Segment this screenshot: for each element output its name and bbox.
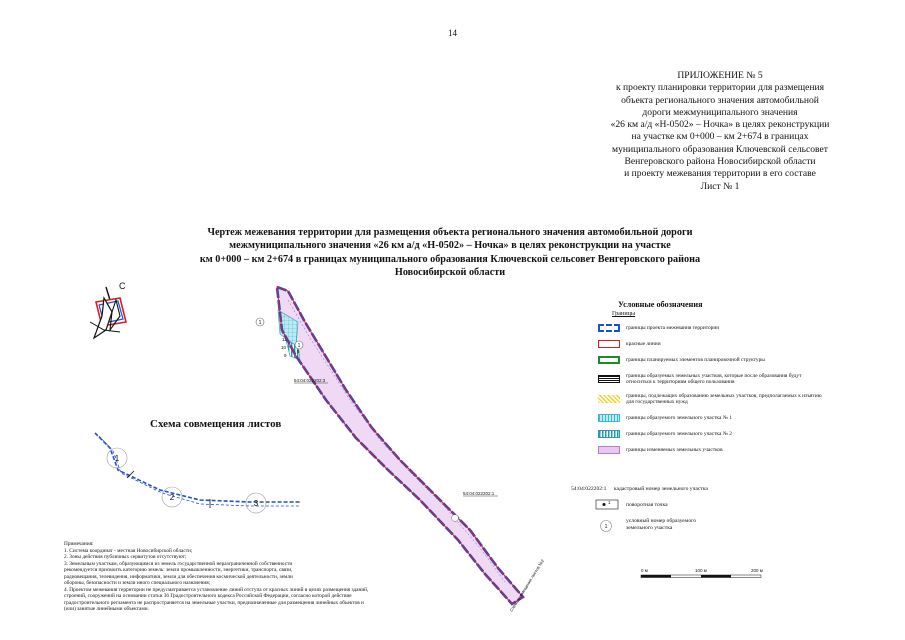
parcel-number: 1 <box>258 320 262 326</box>
compass-north-label: С <box>119 281 126 291</box>
title-line: Новосибирской области <box>394 267 506 279</box>
appendix-line: Лист № 1 <box>700 180 740 192</box>
legend-item <box>598 410 823 426</box>
notes-block <box>64 541 494 613</box>
compass-icon <box>90 287 126 338</box>
appendix-line: ПРИЛОЖЕНИЕ № 5 <box>677 70 763 81</box>
turn-point-icon <box>596 500 618 509</box>
legend-item <box>598 426 823 442</box>
yellow-hatch-swatch-icon <box>598 395 620 403</box>
legend-item-label: границы образуемых земельных участков, которые после образования будут относиться к территориям общего пользования <box>626 372 802 385</box>
scheme-sheet-label: 2 <box>169 493 175 502</box>
appendix-line: к проекту планировки территории для размещения <box>615 82 825 94</box>
turn-point-number: 9 <box>284 353 287 358</box>
legend-item <box>598 370 823 388</box>
note-line: 3. Земельным участкам, образующимся из земель государственной неразграниченной собственности <box>64 560 293 567</box>
appendix-line: объекта регионального значения автомобильной <box>621 94 819 106</box>
cadastral-label: 54:04:022202:3 <box>294 378 326 383</box>
legend-title: Условные обозначения <box>618 300 703 309</box>
scale-bar <box>641 568 763 578</box>
violet-fill-swatch-icon <box>598 446 620 454</box>
appendix-line: «26 км а/д «Н-0502» – Ночка» в целях реконструкции <box>610 119 830 131</box>
note-line: радиовещания, телевидения, информатики, земли для обеспечения космической деятельности, земли <box>64 573 293 580</box>
teal-stripe-swatch-icon <box>598 430 620 438</box>
notes-title: Примечания: <box>64 541 94 547</box>
legend-item <box>598 320 823 336</box>
red-line-swatch-icon <box>598 340 620 348</box>
legend-item-label: границы образуемого земельного участка № 2 <box>626 430 732 437</box>
legend-cadastral-example <box>571 486 708 492</box>
cadastral-description: кадастровый номер земельного участка <box>613 486 708 492</box>
legend-item-label: границы проекта межевания территории <box>626 324 720 331</box>
scheme-sheet-label: 1 <box>114 454 120 463</box>
legend-item <box>598 390 823 408</box>
turn-point-number: 11 <box>282 337 287 342</box>
turn-point-number: 10 <box>281 345 287 350</box>
scale-label: 200 м <box>751 568 763 573</box>
parcel-description: условный номер образуемого земельного участка <box>626 518 697 531</box>
scheme-title: Схема совмещения листов <box>150 418 282 430</box>
note-line: градостроительного регламента не распространяется на земельные участки, предназначенные для размещения линейных объектов и <box>64 599 364 606</box>
blue-border-swatch-icon <box>598 324 620 332</box>
green-border-swatch-icon <box>598 356 620 364</box>
note-line: обороны, безопасности и земли иного специального назначения; <box>64 580 211 586</box>
cyan-grid-swatch-icon <box>598 414 620 422</box>
legend-item <box>598 442 823 458</box>
legend-item-label: красные линии <box>626 340 661 347</box>
appendix-line: и проекту межевания территории в его составе <box>624 168 816 180</box>
title-line: межмуниципального значения «26 км а/д «Н-0502» – Ночка» в целях реконструкции на участке <box>229 240 671 252</box>
scheme-sheet-marker <box>107 448 266 513</box>
turn-point-number: 8 <box>297 349 300 354</box>
appendix-line: дороги межмуниципального значения <box>642 106 798 118</box>
legend-item-label: границы изменяемых земельных участков <box>626 446 723 453</box>
legend-subtitle: Границы <box>612 310 636 317</box>
cadastral-label: 54:04:022202:1 <box>463 491 495 496</box>
sheet-reference-label: Схема совмещения листов №2 <box>508 558 546 613</box>
page-number: 14 <box>448 28 457 38</box>
scheme-sheet-label: 3 <box>253 499 259 508</box>
scheme-route <box>95 433 300 502</box>
note-line: 2. Зоны действия публичных сервитутов отсутствуют; <box>64 554 187 560</box>
scale-label: 100 м <box>695 568 707 573</box>
appendix-line: на участке км 0+000 – км 2+674 в границах <box>631 131 809 143</box>
legend-item-label: границы планируемых элементов планировочной структуры <box>626 356 765 363</box>
turn-point-description: поворотная точка <box>626 502 668 508</box>
appendix-line: Венгеровского района Новосибирской области <box>624 156 816 168</box>
note-line: строений, сооружений на основании статьи 36 Градостроительного кодекса Российской Федерации, согласно которой действие <box>64 593 352 599</box>
parcel-number: 1 <box>297 343 301 349</box>
note-line: (или) занятые линейными объектами. <box>64 606 149 612</box>
legend-item <box>598 352 823 368</box>
appendix-line: муниципального образования Ключевской сельсовет <box>612 143 828 155</box>
legend-item-label: границы, подлежащих образованию земельных участков, предполагаемых к изъятию для государственных нужд <box>626 392 822 405</box>
turn-point-legend-number: 1 <box>608 500 611 505</box>
note-line: рекомендуется присвоить категорию земель: земли промышленности, энергетики, транспорта, связи, <box>64 567 293 573</box>
scheme-route-outer <box>99 436 300 506</box>
note-line: 4. Проектом межевания территории не предусматривается установление линий отступа от красных линий в целях размещения зданий, <box>64 586 369 593</box>
black-stripe-swatch-icon <box>598 375 620 383</box>
cadastral-example: 54:04:022202:1 <box>571 486 607 492</box>
parcel-legend-number: 1 <box>604 524 608 530</box>
legend-item-label: границы образуемого земельного участка № 1 <box>626 414 732 421</box>
note-line: 1. Система координат - местная Новосибирской области; <box>64 547 193 554</box>
title-line: Чертеж межевания территории для размещения объекта регионального значения автомобильной дороги <box>207 227 693 238</box>
scale-label: 0 м <box>641 568 648 573</box>
legend-item <box>598 336 823 352</box>
title-line: км 0+000 – км 2+674 в границах муниципального образования Ключевской сельсовет Венгеровского района <box>199 253 701 265</box>
parcel-circle-icon <box>601 521 612 532</box>
